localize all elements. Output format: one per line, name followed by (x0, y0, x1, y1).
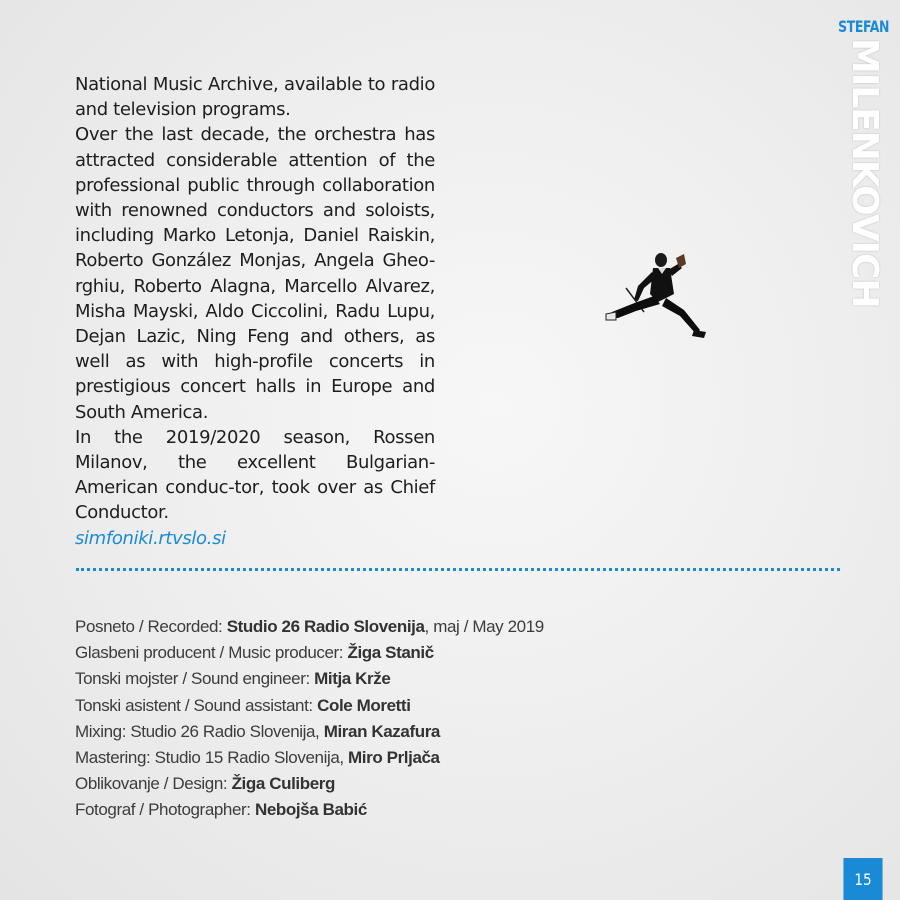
credit-label: Fotograf / Photographer: (75, 800, 251, 820)
artist-last-name-wrap (842, 38, 886, 308)
credit-suffix: , maj / May 2019 (424, 617, 544, 636)
credit-row (75, 719, 675, 745)
credit-value: Žiga Culiberg (231, 774, 335, 794)
dotted-divider (76, 568, 840, 571)
credit-row (75, 771, 675, 797)
credit-value: Miran Kazafura (323, 721, 440, 741)
front-leg-shape (662, 298, 700, 334)
artist-name-vertical (838, 17, 890, 308)
credit-row (75, 693, 675, 719)
back-shoe-shape (606, 312, 616, 320)
credit-label: Mixing: Studio 26 Radio Slovenija, (75, 721, 320, 741)
credit-row (75, 614, 675, 640)
credits-list (75, 614, 675, 824)
orchestra-bio (75, 72, 435, 551)
bio-paragraph: National Music Archive, available to radio and television programs. (75, 74, 435, 121)
credit-label: Posneto / Recorded: (75, 617, 223, 636)
credit-row (75, 666, 675, 692)
orchestra-website-link[interactable]: simfoniki.rtvslo.si (75, 527, 226, 549)
credit-value: Žiga Stanič (347, 643, 434, 663)
credit-row (75, 797, 675, 823)
credit-row (75, 745, 675, 771)
bio-paragraph: In the 2019/2020 season, Rossen Milanov, the excellent Bulgarian-American conduc-tor, took over as Chief Conductor. (75, 426, 435, 524)
artist-first-name: STEFAN (838, 17, 890, 36)
jumping-violinist-photo (604, 248, 710, 346)
artist-last-name: MILENKOVICH (844, 38, 885, 308)
credit-label: Glasbeni producent / Music producer: (75, 643, 344, 663)
credit-row (75, 640, 675, 666)
credit-label: Tonski mojster / Sound engineer: (75, 669, 310, 689)
front-shoe-shape (692, 330, 706, 338)
credit-label: Tonski asistent / Sound assistant: (75, 695, 313, 715)
page-number: 15 (843, 858, 882, 900)
credit-label: Mastering: Studio 15 Radio Slovenija, (75, 748, 344, 768)
credit-value: Studio 26 Radio Slovenija (226, 617, 425, 636)
credit-value: Nebojša Babić (254, 800, 367, 820)
credit-value: Mitja Krže (314, 669, 391, 689)
credit-value: Miro Prljača (348, 748, 440, 768)
credit-label: Oblikovanje / Design: (75, 774, 228, 794)
credit-value: Cole Moretti (317, 695, 411, 715)
head-shape (655, 253, 667, 267)
bio-paragraph: Over the last decade, the orchestra has attracted considerable attention of the professional public through collaboration with renowned conductors and soloists, including Marko Letonja, Daniel Raiskin, Roberto González Monjas, Angela Gheo-rghiu, Roberto Alagna, Marcello Alvarez, Misha Mayski, Aldo Ciccolini, Radu Lupu, Dejan Lazic, Ning Feng and others, as well as with high-profile concerts in prestigious concert halls in Europe and South America. (75, 124, 435, 423)
